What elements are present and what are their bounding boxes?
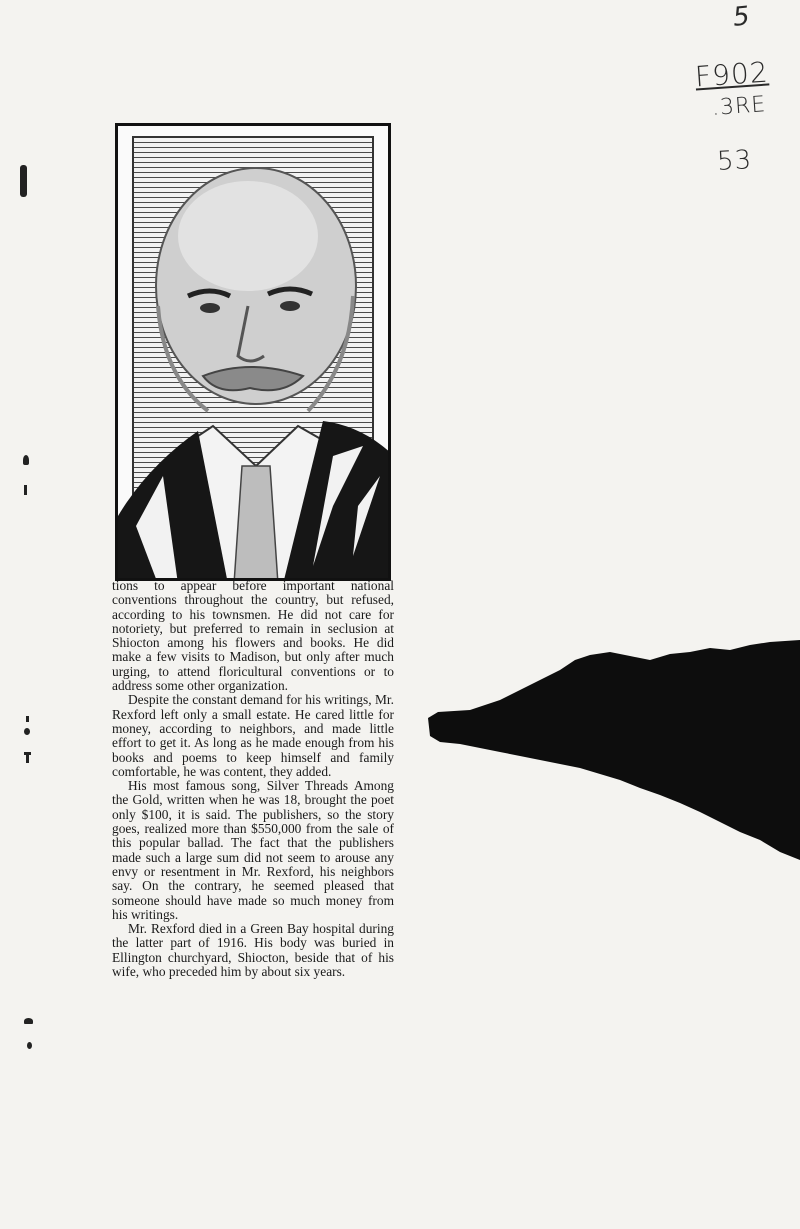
article-paragraph: tions to appear before important national conventions throughout the country, but refused, according to his townsmen. He did not care for notoriety, but preferred to remain in seclusion at Shiocton among his flowers and books. He did make a few visits to Madison, but only after much urging, to attend floricultural conventions or to address some other organization. <box>112 578 394 694</box>
handwritten-call-number: F902 <box>693 55 770 94</box>
article-paragraph: Mr. Rexford died in a Green Bay hospital during the latter part of 1916. His body was buried in Ellington churchyard, Shiocton, beside that of his wife, who preceded him by about six years. <box>112 921 394 980</box>
article-paragraph: His most famous song, Silver Threads Among the Gold, written when he was 18, brought the poet only $100, it is said. The publishers, so the story goes, realized more than $550,000 from the sale of this popular ballad. The fact that the publishers made such a large sum did not seem to arouse any envy or resentment in Mr. Rexford, his neighbors say. On the contrary, he seemed pleased that someone should have made so much money from his writings. <box>112 778 394 922</box>
article-paragraph: Despite the constant demand for his writings, Mr. Rexford left only a small estate. He cared little for money, according to neighbors, and made little effort to get it. As long as he made enough from his books and poems to keep himself and family comfortable, he was content, they added. <box>112 692 394 779</box>
handwritten-item-number: 53 <box>716 145 753 177</box>
handwritten-page-number: 5 <box>731 1 753 33</box>
handwritten-call-number-suffix: .3RE <box>711 92 767 121</box>
